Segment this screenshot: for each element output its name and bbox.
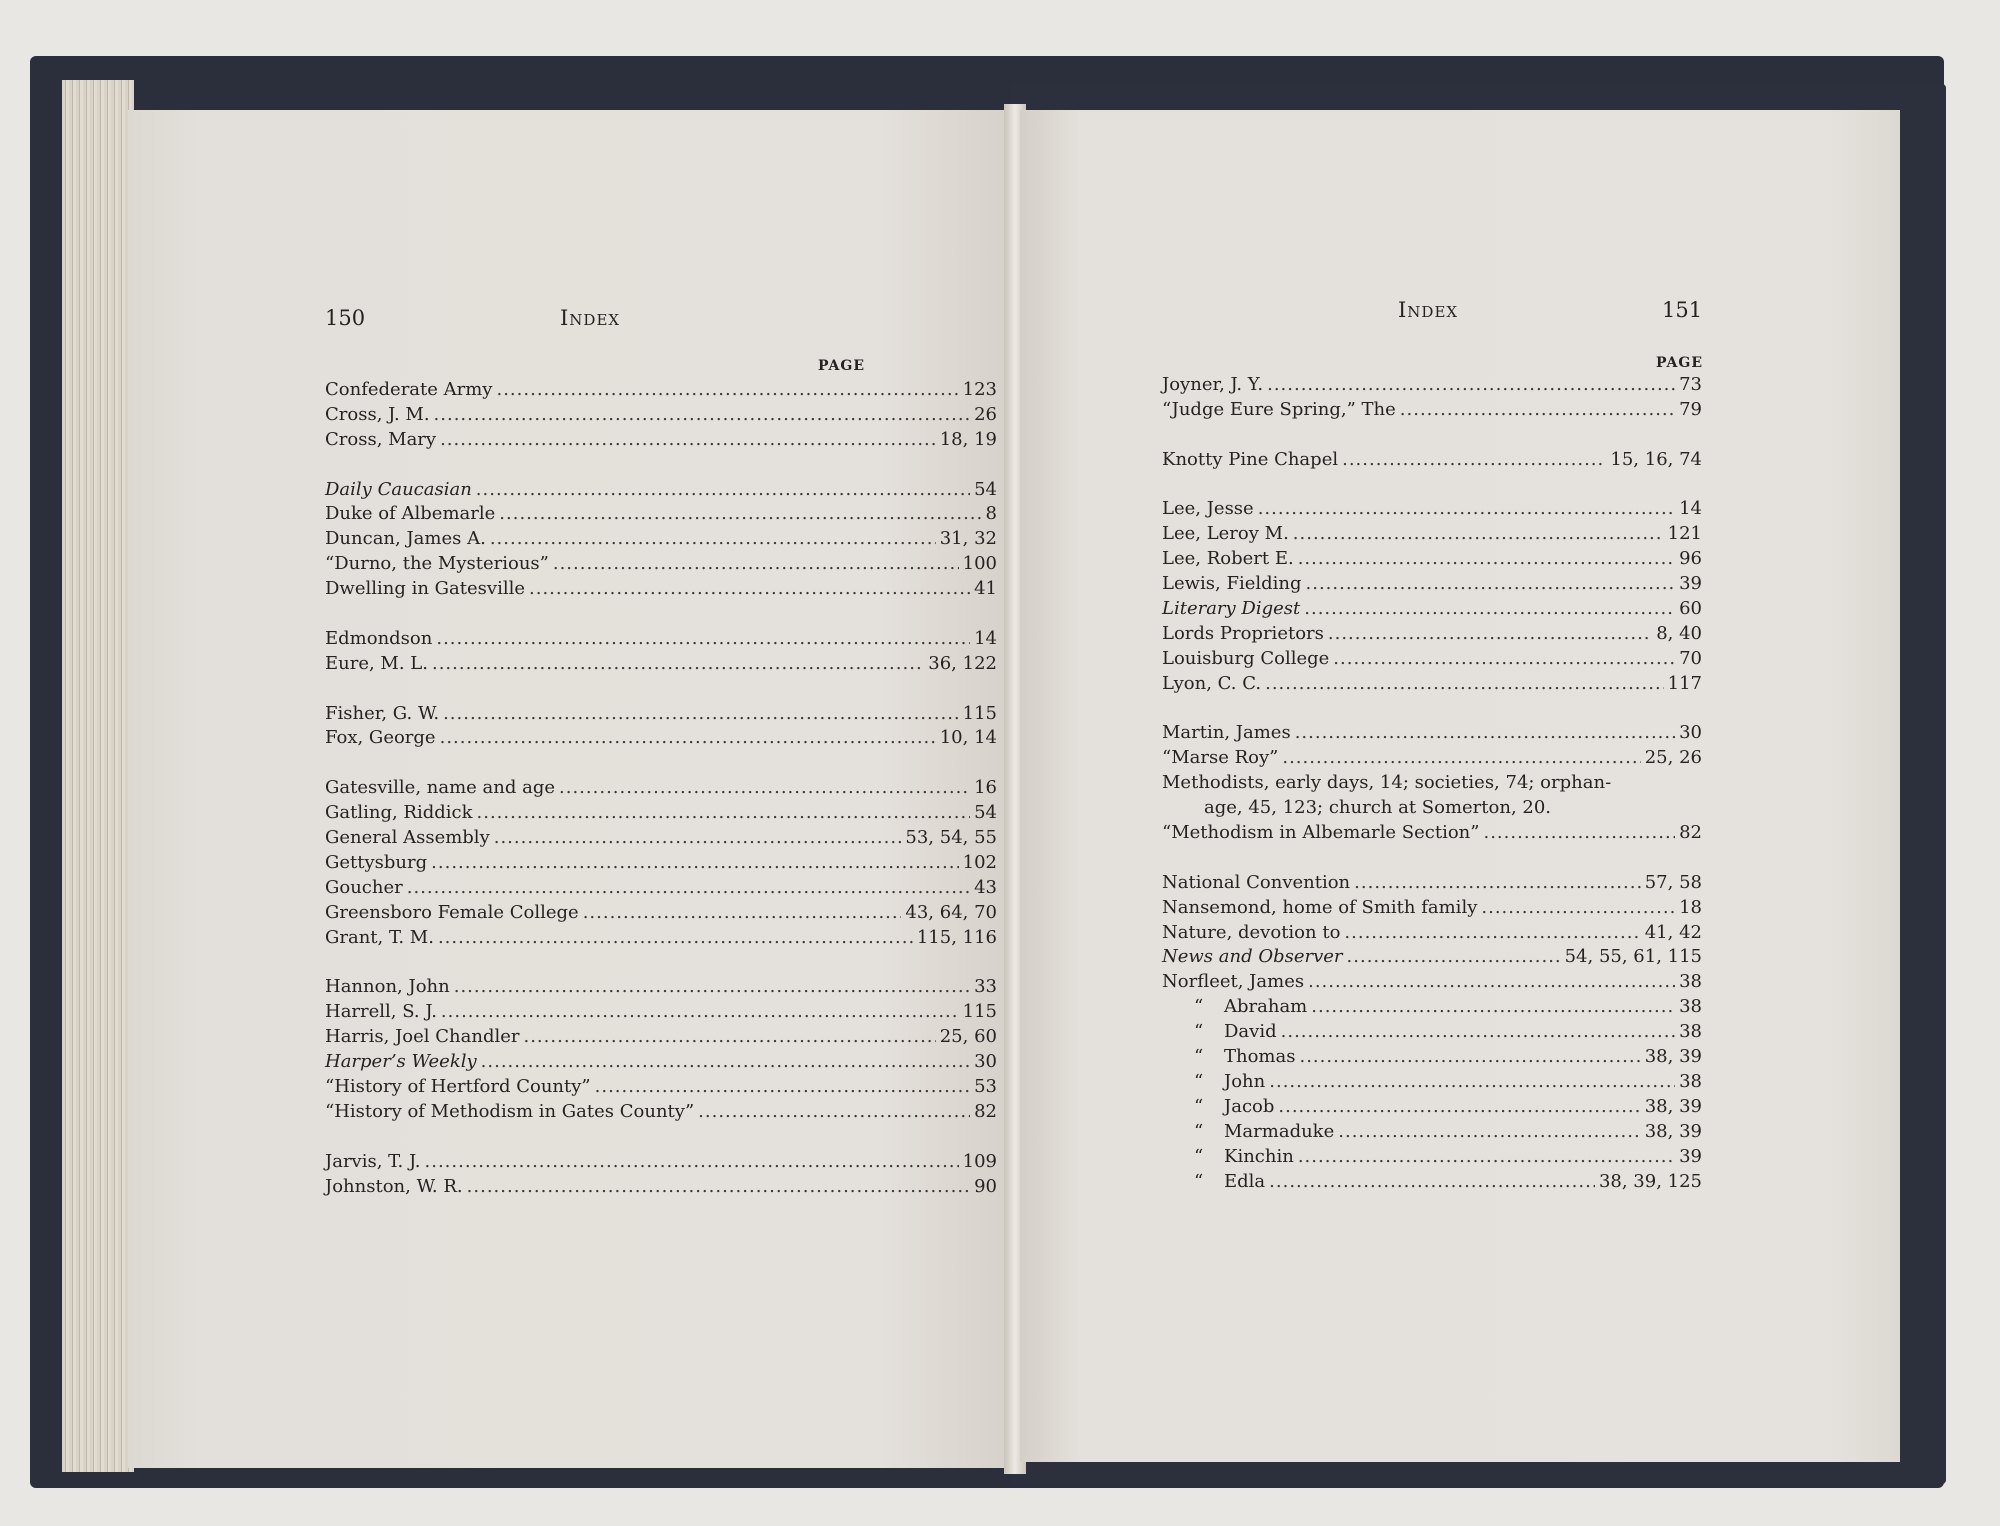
index-entry-name: Lee, Robert E. bbox=[1162, 548, 1294, 570]
page-edges bbox=[62, 80, 134, 1472]
index-entry-pages: 54 bbox=[974, 802, 997, 824]
index-entry-name: Lewis, Fielding bbox=[1162, 573, 1302, 595]
leader-dots bbox=[1333, 647, 1675, 672]
index-entry bbox=[325, 776, 997, 801]
index-entry bbox=[325, 1150, 997, 1175]
leader-dots bbox=[454, 975, 970, 1000]
left-page-number: 150 bbox=[325, 306, 366, 330]
index-entry-name: Cross, Mary bbox=[325, 428, 437, 450]
index-entry-pages: 26 bbox=[974, 403, 997, 425]
index-entry-pages: 117 bbox=[1667, 672, 1702, 694]
index-entry-name: Edla bbox=[1224, 1170, 1266, 1192]
index-entry-name: Harper’s Weekly bbox=[325, 1051, 477, 1073]
right-page-column-label: PAGE bbox=[1656, 355, 1703, 371]
list-gap bbox=[1162, 423, 1702, 448]
index-entry-name: Jarvis, T. J. bbox=[325, 1150, 421, 1172]
index-entry bbox=[325, 652, 997, 677]
index-entry-pages: 38, 39 bbox=[1644, 1095, 1702, 1117]
index-entry bbox=[325, 1025, 997, 1050]
index-entry-name: “Judge Eure Spring,” The bbox=[1162, 398, 1396, 420]
index-entry bbox=[1162, 1095, 1702, 1120]
leader-dots bbox=[425, 1150, 959, 1175]
index-entry-name: Grant, T. M. bbox=[325, 926, 434, 948]
index-entry bbox=[1162, 398, 1702, 423]
index-entry-name: General Assembly bbox=[325, 827, 490, 849]
index-entry-pages: 90 bbox=[974, 1175, 997, 1197]
index-entry-pages: 115 bbox=[962, 702, 997, 724]
index-entry-pages: 109 bbox=[962, 1150, 997, 1172]
index-entry-name: Methodists, early days, 14; societies, 74; orphan- bbox=[1162, 772, 1612, 794]
index-entry-name: Gatling, Riddick bbox=[325, 802, 473, 824]
index-entry-pages: 100 bbox=[962, 553, 997, 575]
index-entry-name: Lords Proprietors bbox=[1162, 622, 1324, 644]
leader-dots bbox=[499, 502, 981, 527]
list-gap bbox=[325, 602, 997, 627]
index-entry-name: Abraham bbox=[1224, 996, 1308, 1018]
ditto-mark: “ bbox=[1194, 1095, 1204, 1117]
index-entry-pages: 14 bbox=[974, 627, 997, 649]
index-entry bbox=[1162, 995, 1702, 1020]
leader-dots bbox=[1344, 921, 1640, 946]
left-index-list bbox=[325, 378, 997, 1199]
index-entry-pages: 115, 116 bbox=[916, 926, 997, 948]
index-entry-name: “Marse Roy” bbox=[1162, 747, 1279, 769]
leader-dots bbox=[1258, 497, 1675, 522]
leader-dots bbox=[1282, 746, 1640, 771]
index-entry-name: Louisburg College bbox=[1162, 647, 1330, 669]
index-entry-pages: 38, 39, 125 bbox=[1598, 1170, 1702, 1192]
index-entry bbox=[1162, 647, 1702, 672]
ditto-mark: “ bbox=[1194, 1046, 1204, 1068]
index-entry-name: “Methodism in Albemarle Section” bbox=[1162, 822, 1480, 844]
leader-dots bbox=[1347, 945, 1561, 970]
index-entry bbox=[325, 428, 997, 453]
index-entry bbox=[325, 801, 997, 826]
index-entry-name: Jacob bbox=[1224, 1095, 1275, 1117]
leader-dots bbox=[1304, 597, 1675, 622]
index-entry-pages: 41 bbox=[974, 578, 997, 600]
index-entry bbox=[325, 926, 997, 951]
index-entry bbox=[1162, 522, 1702, 547]
index-entry-pages: 8, 40 bbox=[1656, 622, 1702, 644]
left-page-title: Index bbox=[560, 306, 621, 330]
index-entry-pages: 60 bbox=[1679, 598, 1702, 620]
ditto-mark: “ bbox=[1194, 1170, 1204, 1192]
index-entry-name: Gettysburg bbox=[325, 851, 428, 873]
index-entry-name: Norfleet, James bbox=[1162, 971, 1305, 993]
leader-dots bbox=[559, 776, 970, 801]
leader-dots bbox=[1265, 672, 1664, 697]
index-entry-name: Fisher, G. W. bbox=[325, 702, 440, 724]
index-entry bbox=[1162, 970, 1702, 995]
index-entry-name: “History of Hertford County” bbox=[325, 1075, 591, 1097]
index-entry-pages: 82 bbox=[974, 1100, 997, 1122]
leader-dots bbox=[1293, 522, 1664, 547]
ditto-mark: “ bbox=[1194, 1145, 1204, 1167]
index-entry-pages: 18 bbox=[1679, 896, 1702, 918]
index-entry-pages: 38 bbox=[1679, 996, 1702, 1018]
index-entry bbox=[325, 577, 997, 602]
ditto-mark: “ bbox=[1194, 1021, 1204, 1043]
ditto-mark: “ bbox=[1194, 1070, 1204, 1092]
index-entry-name: David bbox=[1224, 1021, 1277, 1043]
left-page-column-label: PAGE bbox=[818, 358, 865, 374]
index-entry bbox=[1162, 448, 1702, 473]
index-entry-name: “History of Methodism in Gates County” bbox=[325, 1100, 695, 1122]
leader-dots bbox=[407, 876, 970, 901]
index-entry-name: Joyner, J. Y. bbox=[1162, 374, 1264, 395]
index-entry-name: Kinchin bbox=[1224, 1145, 1294, 1167]
leader-dots bbox=[432, 652, 924, 677]
index-entry-pages: 30 bbox=[974, 1051, 997, 1073]
leader-dots bbox=[490, 527, 936, 552]
index-entry-name: Edmondson bbox=[325, 627, 433, 649]
index-entry-name: Confederate Army bbox=[325, 379, 493, 400]
index-entry-pages: 31, 32 bbox=[939, 528, 997, 550]
index-entry-pages: 102 bbox=[962, 851, 997, 873]
index-entry bbox=[1162, 547, 1702, 572]
index-entry bbox=[325, 527, 997, 552]
index-entry-name: “Durno, the Mysterious” bbox=[325, 553, 549, 575]
right-page bbox=[1020, 110, 1900, 1462]
leader-dots bbox=[1267, 373, 1675, 398]
leader-dots bbox=[595, 1075, 970, 1100]
index-entry-pages: 54, 55, 61, 115 bbox=[1564, 946, 1702, 968]
index-entry bbox=[1162, 771, 1702, 796]
index-entry-pages: 14 bbox=[1679, 498, 1702, 520]
index-entry-pages: 123 bbox=[962, 379, 997, 400]
leader-dots bbox=[1400, 398, 1675, 423]
index-entry-name: Martin, James bbox=[1162, 722, 1291, 744]
index-entry-name: John bbox=[1224, 1070, 1266, 1092]
leader-dots bbox=[1328, 622, 1652, 647]
index-entry-name: Dwelling in Gatesville bbox=[325, 578, 525, 600]
leader-dots bbox=[1306, 572, 1676, 597]
leader-dots bbox=[436, 627, 970, 652]
index-entry-name: Gatesville, name and age bbox=[325, 777, 556, 799]
leader-dots bbox=[477, 801, 971, 826]
index-entry bbox=[1162, 896, 1702, 921]
index-entry bbox=[325, 826, 997, 851]
index-entry-name: Nature, devotion to bbox=[1162, 921, 1341, 943]
leader-dots bbox=[434, 403, 971, 428]
index-entry-name: Fox, George bbox=[325, 727, 436, 749]
leader-dots bbox=[1354, 871, 1641, 896]
index-entry bbox=[1162, 572, 1702, 597]
leader-dots bbox=[1481, 896, 1675, 921]
leader-dots bbox=[1298, 547, 1675, 572]
leader-dots bbox=[1295, 721, 1675, 746]
index-entry-name: Goucher bbox=[325, 876, 403, 898]
index-entry bbox=[325, 1175, 997, 1200]
index-entry bbox=[1162, 672, 1702, 697]
index-entry bbox=[325, 1075, 997, 1100]
index-entry-pages: 33 bbox=[974, 976, 997, 998]
leader-dots bbox=[467, 1175, 970, 1200]
index-entry bbox=[1162, 945, 1702, 970]
list-gap bbox=[325, 950, 997, 975]
index-entry bbox=[1162, 746, 1702, 771]
index-entry-name: Hannon, John bbox=[325, 976, 450, 998]
right-page-title: Index bbox=[1398, 298, 1459, 322]
index-entry-pages: 54 bbox=[974, 478, 997, 500]
index-entry bbox=[325, 378, 997, 403]
index-entry bbox=[325, 975, 997, 1000]
ditto-mark: “ bbox=[1194, 996, 1204, 1018]
leader-dots bbox=[1308, 970, 1675, 995]
leader-dots bbox=[1483, 821, 1675, 846]
list-gap bbox=[1162, 473, 1702, 498]
leader-dots bbox=[431, 851, 958, 876]
index-entry-pages: 39 bbox=[1679, 1145, 1702, 1167]
index-entry-name: National Convention bbox=[1162, 871, 1351, 893]
index-entry-pages: 79 bbox=[1679, 398, 1702, 420]
index-entry-pages: 43 bbox=[974, 876, 997, 898]
index-entry-pages: 96 bbox=[1679, 548, 1702, 570]
index-entry-pages: 36, 122 bbox=[928, 652, 997, 674]
index-entry-name: age, 45, 123; church at Somerton, 20. bbox=[1204, 797, 1552, 819]
index-entry-pages: 25, 26 bbox=[1644, 747, 1702, 769]
index-entry-pages: 38 bbox=[1679, 1021, 1702, 1043]
leader-dots bbox=[441, 1000, 959, 1025]
list-gap bbox=[325, 1125, 997, 1150]
index-entry-name: Harris, Joel Chandler bbox=[325, 1026, 520, 1048]
index-entry bbox=[1162, 1045, 1702, 1070]
leader-dots bbox=[1269, 1170, 1595, 1195]
index-entry-pages: 41, 42 bbox=[1644, 921, 1702, 943]
index-entry bbox=[1162, 497, 1702, 522]
leader-dots bbox=[1298, 1145, 1675, 1170]
index-entry-pages: 16 bbox=[974, 777, 997, 799]
index-entry-pages: 57, 58 bbox=[1644, 871, 1702, 893]
index-entry bbox=[1162, 1020, 1702, 1045]
index-entry-name: Lee, Leroy M. bbox=[1162, 523, 1289, 545]
index-entry-pages: 38 bbox=[1679, 971, 1702, 993]
index-entry bbox=[325, 1000, 997, 1025]
index-entry-pages: 53 bbox=[974, 1075, 997, 1097]
index-entry-name: News and Observer bbox=[1162, 946, 1343, 968]
leader-dots bbox=[553, 552, 959, 577]
index-entry-name: Lee, Jesse bbox=[1162, 498, 1254, 520]
index-entry-pages: 53, 54, 55 bbox=[905, 827, 997, 849]
right-index-list bbox=[1162, 373, 1702, 1194]
index-entry-pages: 39 bbox=[1679, 573, 1702, 595]
index-entry bbox=[1162, 796, 1702, 821]
index-entry bbox=[325, 726, 997, 751]
index-entry-pages: 30 bbox=[1679, 722, 1702, 744]
index-entry bbox=[325, 901, 997, 926]
index-entry-pages: 38 bbox=[1679, 1070, 1702, 1092]
leader-dots bbox=[481, 1050, 970, 1075]
index-entry bbox=[325, 478, 997, 503]
leader-dots bbox=[1299, 1045, 1640, 1070]
leader-dots bbox=[529, 577, 970, 602]
leader-dots bbox=[1278, 1095, 1640, 1120]
ditto-mark: “ bbox=[1194, 1120, 1204, 1142]
index-entry bbox=[1162, 821, 1702, 846]
index-entry-pages: 10, 14 bbox=[939, 727, 997, 749]
left-page bbox=[128, 110, 1012, 1468]
index-entry bbox=[325, 627, 997, 652]
index-entry bbox=[325, 552, 997, 577]
index-entry bbox=[1162, 721, 1702, 746]
index-entry bbox=[325, 851, 997, 876]
index-entry bbox=[325, 876, 997, 901]
leader-dots bbox=[1281, 1020, 1675, 1045]
index-entry-pages: 15, 16, 74 bbox=[1610, 448, 1702, 470]
index-entry bbox=[1162, 1120, 1702, 1145]
index-entry bbox=[325, 502, 997, 527]
index-entry-name: Marmaduke bbox=[1224, 1120, 1335, 1142]
leader-dots bbox=[698, 1100, 970, 1125]
leader-dots bbox=[1342, 448, 1606, 473]
index-entry bbox=[1162, 921, 1702, 946]
leader-dots bbox=[440, 726, 936, 751]
index-entry-pages: 38, 39 bbox=[1644, 1046, 1702, 1068]
leader-dots bbox=[1338, 1120, 1640, 1145]
index-entry-name: Duncan, James A. bbox=[325, 528, 486, 550]
list-gap bbox=[325, 677, 997, 702]
index-entry-pages: 38, 39 bbox=[1644, 1120, 1702, 1142]
index-entry bbox=[1162, 622, 1702, 647]
list-gap bbox=[1162, 697, 1702, 722]
list-gap bbox=[325, 453, 997, 478]
leader-dots bbox=[476, 478, 970, 503]
index-entry-pages: 43, 64, 70 bbox=[905, 901, 997, 923]
leader-dots bbox=[440, 428, 936, 453]
leader-dots bbox=[1311, 995, 1675, 1020]
index-entry bbox=[325, 1100, 997, 1125]
list-gap bbox=[1162, 846, 1702, 871]
index-entry-pages: 115 bbox=[962, 1001, 997, 1023]
index-entry-pages: 18, 19 bbox=[939, 428, 997, 450]
index-entry-pages: 25, 60 bbox=[939, 1026, 997, 1048]
index-entry bbox=[325, 1050, 997, 1075]
index-entry bbox=[325, 403, 997, 428]
leader-dots bbox=[494, 826, 902, 851]
index-entry bbox=[1162, 373, 1702, 398]
index-entry-name: Johnston, W. R. bbox=[325, 1175, 463, 1197]
leader-dots bbox=[583, 901, 902, 926]
index-entry bbox=[1162, 1170, 1702, 1195]
index-entry-name: Greensboro Female College bbox=[325, 901, 579, 923]
index-entry bbox=[1162, 1145, 1702, 1170]
index-entry bbox=[1162, 1070, 1702, 1095]
index-entry-name: Cross, J. M. bbox=[325, 403, 430, 425]
index-entry-name: Daily Caucasian bbox=[325, 478, 472, 500]
index-entry-name: Nansemond, home of Smith family bbox=[1162, 896, 1478, 918]
leader-dots bbox=[1269, 1070, 1675, 1095]
index-entry-name: Literary Digest bbox=[1162, 598, 1301, 620]
leader-dots bbox=[496, 378, 958, 403]
right-page-number: 151 bbox=[1662, 298, 1703, 322]
index-entry-name: Knotty Pine Chapel bbox=[1162, 448, 1339, 470]
index-entry-name: Thomas bbox=[1224, 1046, 1296, 1068]
leader-dots bbox=[438, 926, 913, 951]
index-entry-name: Harrell, S. J. bbox=[325, 1001, 437, 1023]
index-entry-name: Lyon, C. C. bbox=[1162, 672, 1262, 694]
index-entry bbox=[325, 702, 997, 727]
leader-dots bbox=[523, 1025, 935, 1050]
index-entry-pages: 70 bbox=[1679, 647, 1702, 669]
list-gap bbox=[325, 751, 997, 776]
index-entry-pages: 8 bbox=[985, 503, 997, 525]
index-entry-pages: 82 bbox=[1679, 822, 1702, 844]
index-entry-name: Eure, M. L. bbox=[325, 652, 428, 674]
leader-dots bbox=[443, 702, 959, 727]
index-entry bbox=[1162, 597, 1702, 622]
index-entry-pages: 121 bbox=[1667, 523, 1702, 545]
index-entry-pages: 73 bbox=[1679, 374, 1702, 395]
index-entry bbox=[1162, 871, 1702, 896]
index-entry-name: Duke of Albemarle bbox=[325, 503, 496, 525]
